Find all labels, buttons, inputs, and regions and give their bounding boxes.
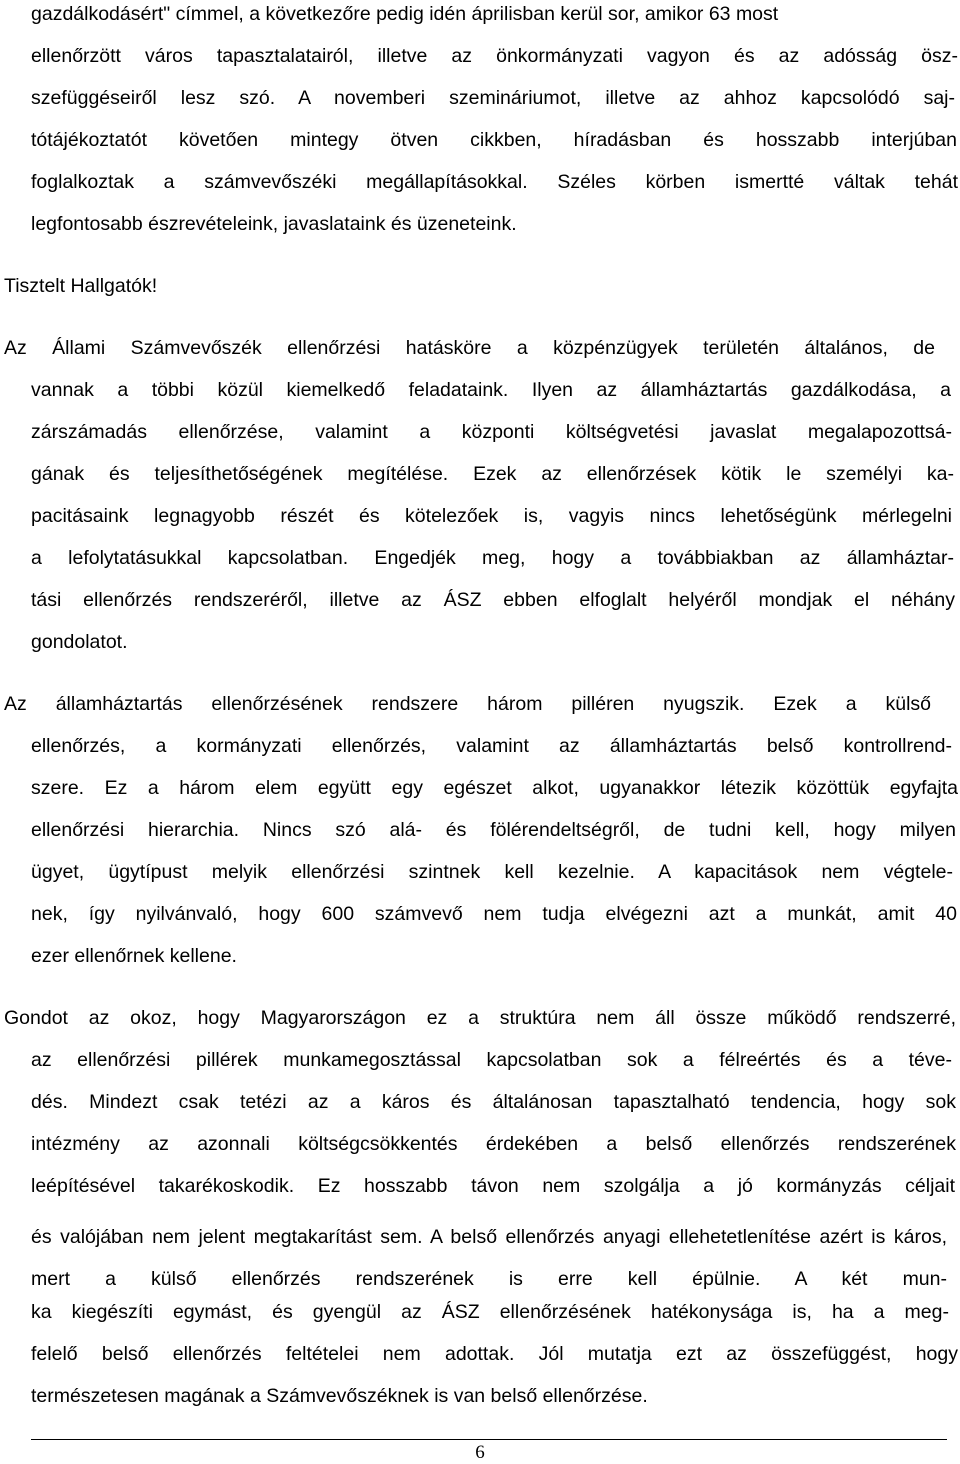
text-line: szere. Ez a három elem együtt egy egészet alkot, ugyanakkor létezik közöttük egyfajta <box>31 777 958 799</box>
text-line: természetesen magának a Számvevőszéknek is van belső ellenőrzése. <box>31 1385 648 1407</box>
text-line: pacitásaink legnagyobb részét és kötelezőek is, vagyis nincs lehetőségünk mérlegelni <box>31 505 952 527</box>
text-line: szefüggéseiről lesz szó. A novemberi szemináriumot, illetve az ahhoz kapcsolódó saj- <box>31 87 955 109</box>
text-line: gazdálkodásért" címmel, a következőre pedig idén áprilisban kerül sor, amikor 63 most <box>31 3 779 25</box>
text-line: tási ellenőrzés rendszeréről, illetve az ÁSZ ebben elfoglalt helyéről mondjak el néhány <box>31 589 955 611</box>
text-line: dés. Mindezt csak tetézi az a káros és általánosan tapasztalható tendencia, hogy sok <box>31 1091 956 1113</box>
text-line: ellenőrzés, a kormányzati ellenőrzés, valamint az államháztartás belső kontrollrend- <box>31 735 952 757</box>
page-number: 6 <box>475 1442 485 1463</box>
text-line: vannak a többi közül kiemelkedő feladataink. Ilyen az államháztartás gazdálkodása, a <box>31 379 951 401</box>
text-line: és valójában nem jelent megtakarítást sem. A belső ellenőrzés anyagi ellehetetlenítése azért is káros, mert a külső ellenőrzés rendszerének is erre kell épülnie. A két mun- <box>31 1226 947 1290</box>
text-line: ellenőrzési hierarchia. Nincs szó alá- és fölérendeltségről, de tudni kell, hogy milyen <box>31 819 956 841</box>
text-line: intézmény az azonnali költségcsökkentés érdekében a belső ellenőrzés rendszerének <box>31 1133 956 1155</box>
text-line: ka kiegészíti egymást, és gyengül az ÁSZ ellenőrzésének hatékonysága is, ha a meg- <box>31 1301 949 1323</box>
footer-divider <box>31 1439 947 1440</box>
text-line: Az államháztartás ellenőrzésének rendszere három pilléren nyugszik. Ezek a külső <box>4 693 931 715</box>
text-line: felelő belső ellenőrzés feltételei nem adottak. Jól mutatja ezt az összefüggést, hogy <box>31 1343 958 1365</box>
text-line: Az Állami Számvevőszék ellenőrzési hatásköre a közpénzügyek területén általános, de <box>4 337 935 359</box>
text-line: tótájékoztatót követően mintegy ötven cikkben, híradásban és hosszabb interjúban <box>31 129 957 151</box>
text-line: foglalkoztak a számvevőszéki megállapításokkal. Széles körben ismertté váltak tehát <box>31 171 958 193</box>
text-line: zárszámadás ellenőrzése, valamint a központi költségvetési javaslat megalapozottsá- <box>31 421 952 443</box>
text-line: ügyet, ügytípust melyik ellenőrzési szintnek kell kezelnie. A kapacitások nem végtele- <box>31 861 953 883</box>
text-line: gának és teljesíthetőségének megítélése. Ezek az ellenőrzések kötik le személyi ka- <box>31 463 954 485</box>
text-line: legfontosabb észrevételeink, javaslataink és üzeneteink. <box>31 213 517 235</box>
text-line: nek, így nyilvánvaló, hogy 600 számvevő nem tudja elvégezni azt a munkát, amit 40 <box>31 903 957 925</box>
text-line: ezer ellenőrnek kellene. <box>31 945 237 967</box>
text-line: leépítésével takarékoskodik. Ez hosszabb távon nem szolgálja a jó kormányzás céljait <box>31 1175 955 1197</box>
text-line: a lefolytatásukkal kapcsolatban. Engedjék meg, hogy a továbbiakban az államháztar- <box>31 547 954 569</box>
text-line: Gondot az okoz, hogy Magyarországon ez a struktúra nem áll össze működő rendszerré, <box>4 1007 956 1029</box>
text-line: az ellenőrzési pillérek munkamegosztással kapcsolatban sok a félreértés és a téve- <box>31 1049 952 1071</box>
text-line: gondolatot. <box>31 631 128 653</box>
salutation: Tisztelt Hallgatók! <box>4 275 158 297</box>
text-line: ellenőrzött város tapasztalatairól, illetve az önkormányzati vagyon és az adósság ösz- <box>31 45 958 67</box>
